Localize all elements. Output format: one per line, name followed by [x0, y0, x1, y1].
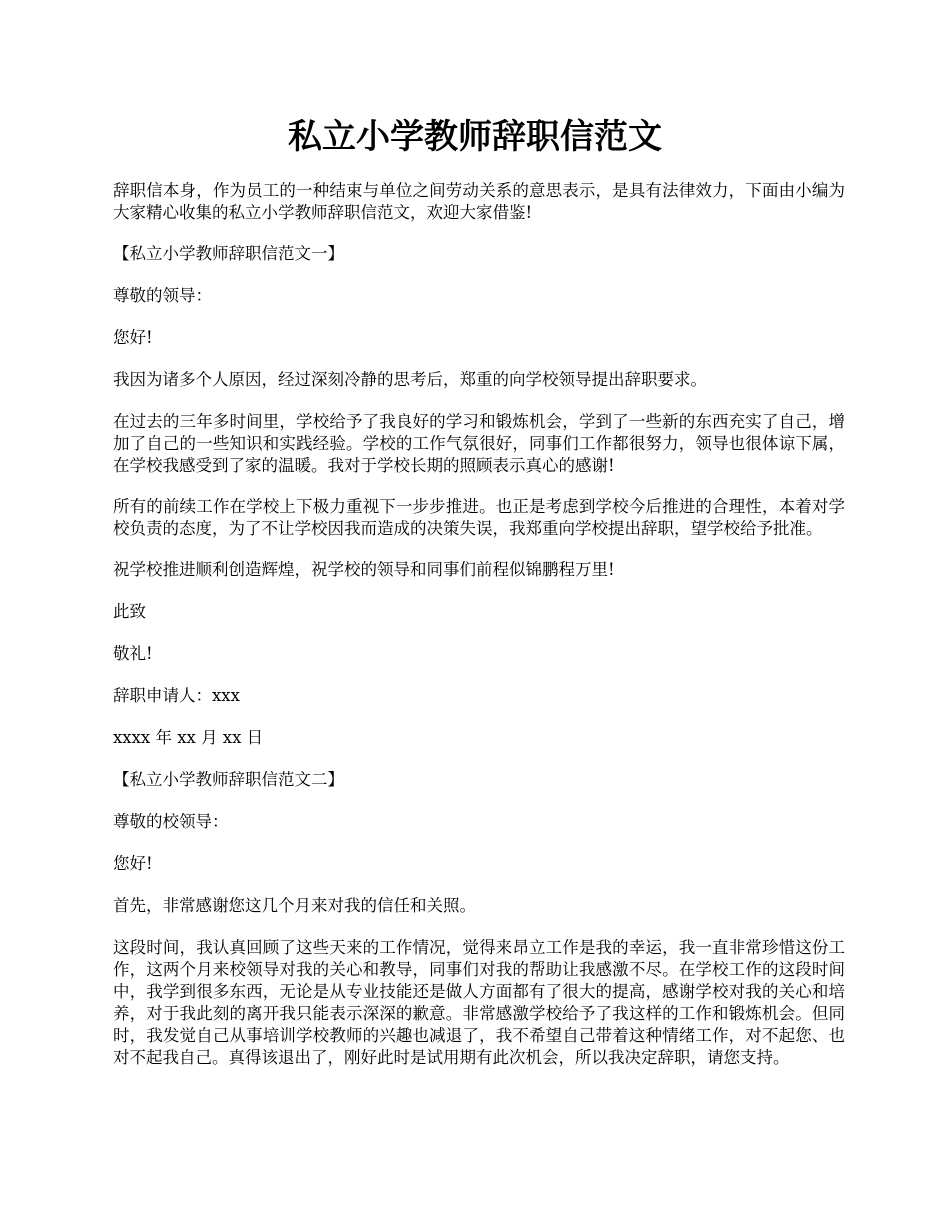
salutation: 尊敬的领导：: [113, 286, 212, 305]
salutation: 尊敬的校领导：: [113, 812, 229, 831]
letter-paragraph: 首先，非常感谢您这几个月来对我的信任和关照。: [113, 896, 476, 915]
document-body: [113, 180, 845, 1088]
letter-paragraph: 祝学校推进顺利创造辉煌，祝学校的领导和同事们前程似锦鹏程万里!: [113, 560, 615, 579]
letter-paragraph: 在过去的三年多时间里，学校给予了我良好的学习和锻炼机会，学到了一些新的东西充实了自己，增加了自己的一些知识和实践经验。学校的工作气氛很好，同事们工作都很努力，领导也很体谅下属，在学校我感受到了家的温暖。我对于学校长期的照顾表示真心的感谢!: [113, 412, 845, 475]
section-heading-two: 【私立小学教师辞职信范文二】: [113, 770, 344, 789]
letter-paragraph: 我因为诸多个人原因，经过深刻冷静的思考后，郑重的向学校领导提出辞职要求。: [113, 370, 707, 389]
document-title: 私立小学教师辞职信范文: [288, 117, 662, 157]
intro-paragraph: 辞职信本身，作为员工的一种结束与单位之间劳动关系的意思表示，是具有法律效力，下面由小编为大家精心收集的私立小学教师辞职信范文，欢迎大家借鉴!: [113, 181, 845, 222]
closing-line: 此致: [113, 602, 146, 621]
closing-salute: 敬礼!: [113, 644, 153, 663]
letter-paragraph: 所有的前续工作在学校上下极力重视下一步步推进。也正是考虑到学校今后推进的合理性，本着对学校负责的态度，为了不让学校因我而造成的决策失误，我郑重向学校提出辞职，望学校给予批准。: [113, 497, 845, 538]
greeting: 您好!: [113, 854, 153, 873]
letter-paragraph: 这段时间，我认真回顾了这些天来的工作情况，觉得来昂立工作是我的幸运，我一直非常珍惜这份工作，这两个月来校领导对我的关心和教导，同事们对我的帮助让我感激不尽。在学校工作的这段时间中，我学到很多东西，无论是从专业技能还是做人方面都有了很大的提高，感谢学校对我的关心和培养，对于我此刻的离开我只能表示深深的歉意。非常感激学校给予了我这样的工作和锻炼机会。但同时，我发觉自己从事培训学校教师的兴趣也减退了，我不希望自己带着这种情绪工作，对不起您、也对不起我自己。真得该退出了，刚好此时是试用期有此次机会，所以我决定辞职，请您支持。: [113, 938, 845, 1067]
date-line: xxxx 年 xx 月 xx 日: [113, 728, 264, 747]
section-heading-one: 【私立小学教师辞职信范文一】: [113, 244, 344, 263]
greeting: 您好!: [113, 328, 153, 347]
signature-line: 辞职申请人：xxx: [113, 686, 240, 705]
